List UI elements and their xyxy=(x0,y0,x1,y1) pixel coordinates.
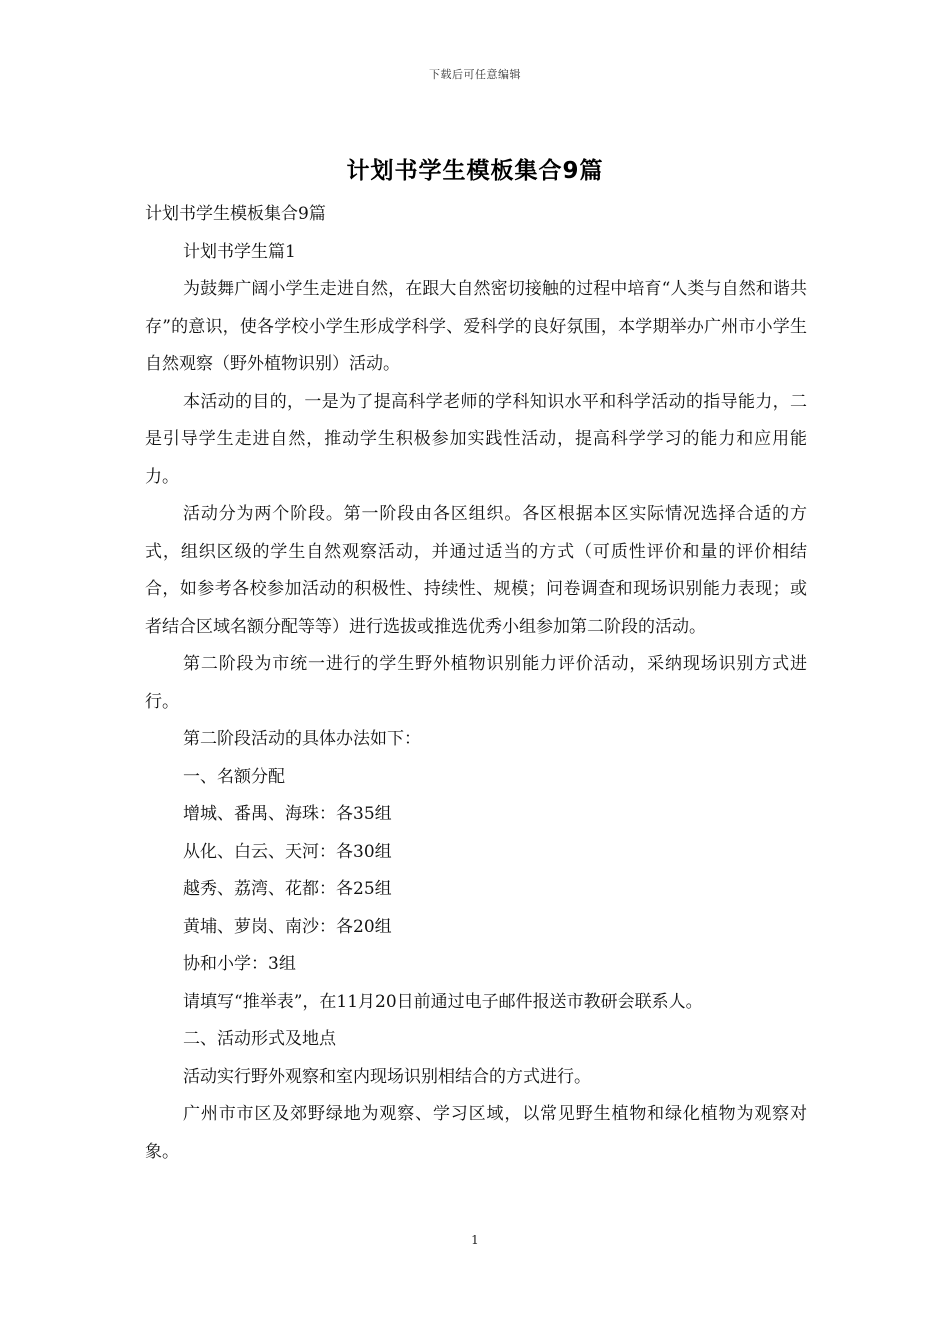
paragraph: 活动实行野外观察和室内现场识别相结合的方式进行。 xyxy=(183,1066,591,1087)
paragraph: 黄埔、萝岗、南沙：各20组 xyxy=(183,916,392,937)
document-body xyxy=(145,196,807,1171)
paragraph: 第二阶段活动的具体办法如下： xyxy=(183,729,421,749)
paragraph: 计划书学生篇1 xyxy=(183,241,296,262)
paragraph: 计划书学生模板集合9篇 xyxy=(145,204,326,224)
paragraph: 增城、番禺、海珠：各35组 xyxy=(183,804,392,824)
paragraph: 广州市市区及郊野绿地为观察、学习区域，以常见野生植物和绿化植物为观察对象。 xyxy=(145,1104,807,1162)
paragraph: 本活动的目的，一是为了提高科学老师的学科知识水平和科学活动的指导能力，二是引导学生走进自然，推动学生积极参加实践性活动，提高科学学习的能力和应用能力。 xyxy=(145,391,807,487)
paragraph: 请填写“推举表”，在11月20日前通过电子邮件报送市教研会联系人。 xyxy=(183,991,703,1012)
paragraph: 活动分为两个阶段。第一阶段由各区组织。各区根据本区实际情况选择合适的方式，组织区级的学生自然观察活动，并通过适当的方式（可质性评价和量的评价相结合，如参考各校参加活动的积极性、持续性、规模；问卷调查和现场识别能力表现；或者结合区域名额分配等等）进行选拔或推选优秀小组参加第二阶段的活动。 xyxy=(145,504,807,637)
page-header-note: 下载后可任意编辑 xyxy=(429,68,521,81)
paragraph: 第二阶段为市统一进行的学生野外植物识别能力评价活动，采纳现场识别方式进行。 xyxy=(145,654,807,712)
paragraph: 为鼓舞广阔小学生走进自然，在跟大自然密切接触的过程中培育“人类与自然和谐共存”的意识，使各学校小学生形成学科学、爱科学的良好氛围，本学期举办广州市小学生自然观察（野外植物识别）活动。 xyxy=(145,279,807,374)
paragraph: 协和小学：3组 xyxy=(183,954,296,974)
page-number: 1 xyxy=(471,1233,479,1247)
paragraph: 一、名额分配 xyxy=(183,766,285,787)
paragraph: 越秀、荔湾、花都：各25组 xyxy=(183,879,392,899)
paragraph: 从化、白云、天河：各30组 xyxy=(183,841,392,862)
document-title: 计划书学生模板集合9篇 xyxy=(346,158,604,184)
paragraph: 二、活动形式及地点 xyxy=(183,1029,336,1049)
